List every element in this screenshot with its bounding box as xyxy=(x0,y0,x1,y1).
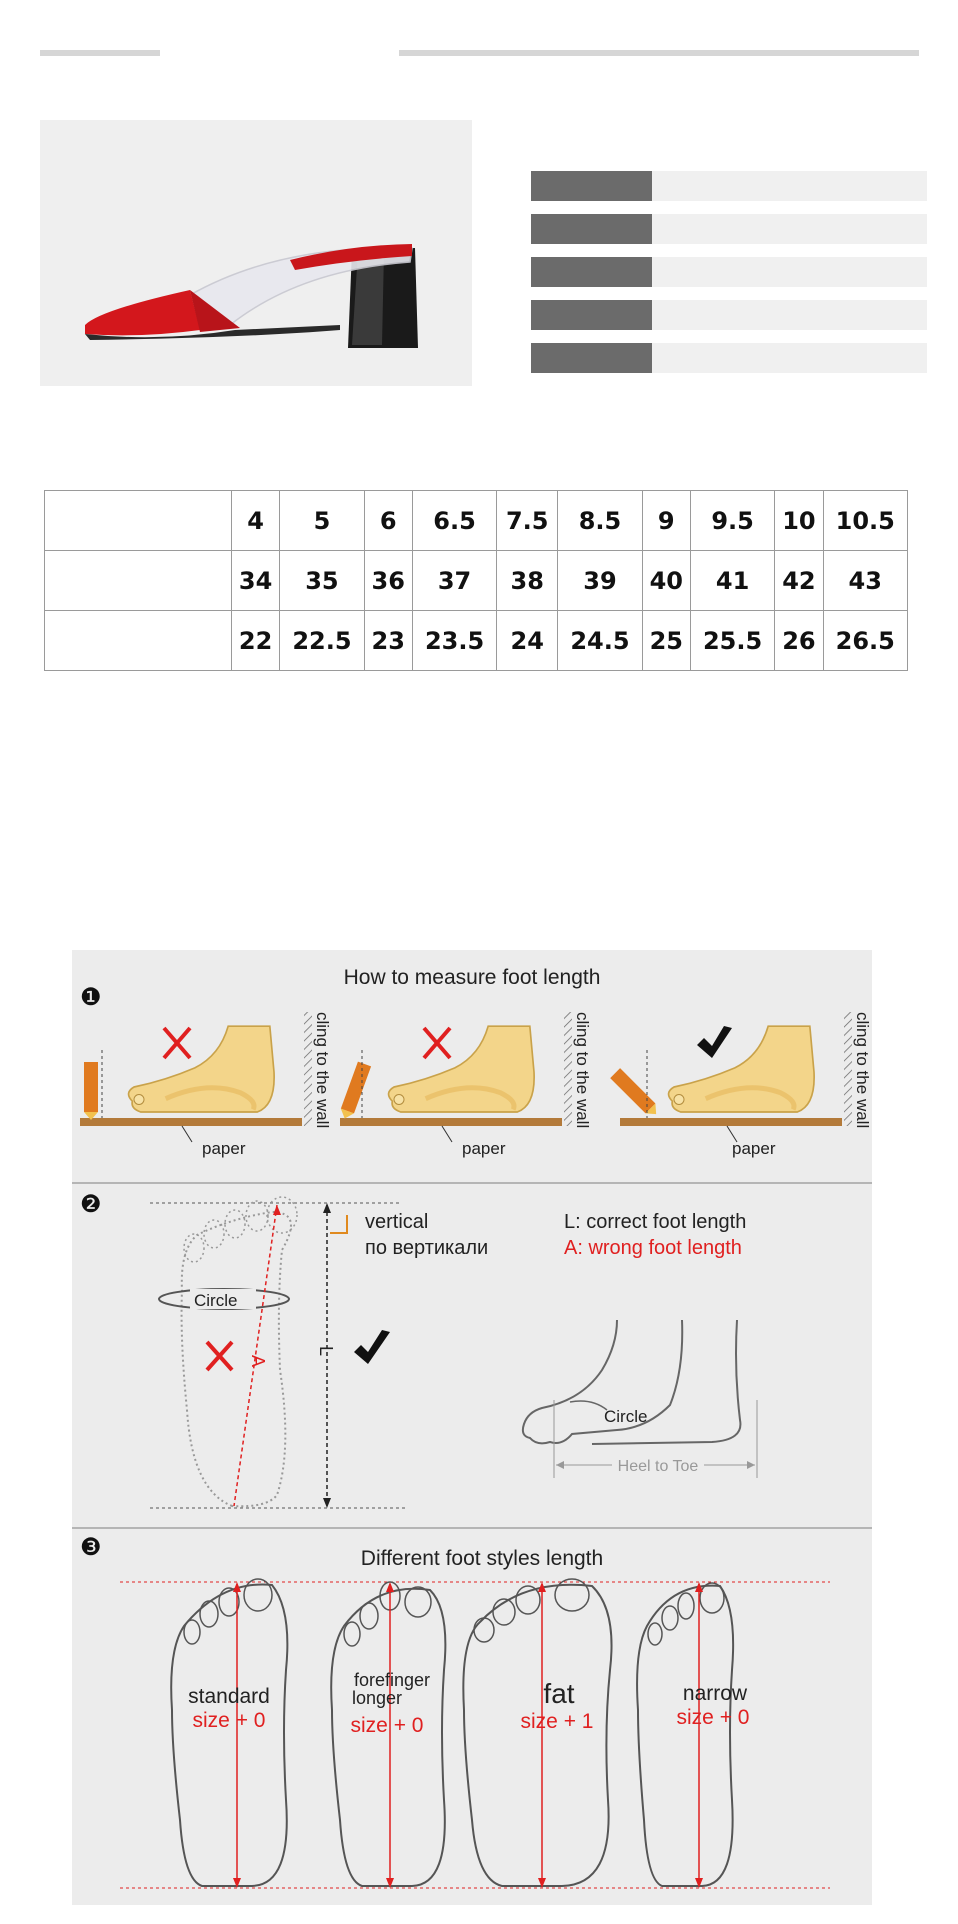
table-cell: 22.5 xyxy=(280,611,364,671)
pencil-icon xyxy=(338,1062,371,1121)
circle-label: Circle xyxy=(194,1291,238,1310)
foot-name: fat xyxy=(543,1678,575,1709)
wall-label: cling to the wall xyxy=(853,1012,872,1129)
table-cell: 4 xyxy=(232,491,280,551)
table-row xyxy=(45,611,908,671)
measure-panel-wrong-2 xyxy=(338,1012,592,1158)
table-row xyxy=(45,551,908,611)
table-cell: 10.5 xyxy=(823,491,908,551)
product-image xyxy=(40,120,472,386)
paper-label: paper xyxy=(462,1139,506,1158)
table-cell: 26.5 xyxy=(823,611,908,671)
table-cell: 24 xyxy=(497,611,558,671)
foot-side-outline xyxy=(523,1320,757,1478)
table-cell: 6 xyxy=(364,491,412,551)
spec-row xyxy=(531,214,927,244)
measure-guide-diagram xyxy=(72,950,872,1905)
foot-name: forefinger xyxy=(353,1670,431,1690)
table-cell: 26 xyxy=(775,611,823,671)
x-icon xyxy=(424,1028,450,1058)
table-cell: 41 xyxy=(690,551,774,611)
vertical-label-en: vertical xyxy=(365,1211,429,1233)
row-label xyxy=(45,551,232,611)
size-chart-table xyxy=(44,490,908,671)
side-circle-label: Circle xyxy=(604,1407,648,1426)
table-cell: 25.5 xyxy=(690,611,774,671)
foot-fat xyxy=(463,1579,611,1888)
check-icon xyxy=(697,1026,732,1058)
table-cell: 39 xyxy=(558,551,642,611)
pencil-icon xyxy=(84,1062,98,1112)
x-icon xyxy=(164,1028,190,1058)
table-cell: 6.5 xyxy=(412,491,496,551)
spec-row xyxy=(531,171,927,201)
pencil-icon xyxy=(610,1068,661,1119)
table-cell: 36 xyxy=(364,551,412,611)
step1-number: ❶ xyxy=(80,984,102,1011)
table-cell: 43 xyxy=(823,551,908,611)
paper-label: paper xyxy=(202,1139,246,1158)
table-cell: 40 xyxy=(642,551,690,611)
table-row xyxy=(45,491,908,551)
header-bar-left xyxy=(40,50,160,56)
table-cell: 34 xyxy=(232,551,280,611)
table-cell: 25 xyxy=(642,611,690,671)
l-label: L xyxy=(316,1346,336,1357)
row-label xyxy=(45,611,232,671)
foot-standard xyxy=(171,1579,287,1888)
spec-key xyxy=(531,257,652,287)
spec-key xyxy=(531,214,652,244)
measure-guide xyxy=(72,950,872,1905)
foot-name: standard xyxy=(188,1685,270,1708)
foot-forefinger-longer xyxy=(331,1582,445,1888)
table-cell: 23.5 xyxy=(412,611,496,671)
row-label xyxy=(45,491,232,551)
a-label: A xyxy=(248,1355,268,1368)
paper-label: paper xyxy=(732,1139,776,1158)
x-icon xyxy=(207,1342,232,1370)
measure-panel-wrong-1 xyxy=(80,1012,332,1158)
table-cell: 38 xyxy=(497,551,558,611)
header-bar-right xyxy=(399,50,919,56)
table-cell: 8.5 xyxy=(558,491,642,551)
foot-name: narrow xyxy=(682,1682,748,1705)
table-cell: 5 xyxy=(280,491,364,551)
spec-key xyxy=(531,343,652,373)
wall-label: cling to the wall xyxy=(573,1012,592,1129)
table-cell: 35 xyxy=(280,551,364,611)
spec-row xyxy=(531,300,927,330)
table-cell: 24.5 xyxy=(558,611,642,671)
step1-title: How to measure foot length xyxy=(343,966,601,989)
correct-length-label: L: correct foot length xyxy=(564,1211,747,1233)
measure-panel-correct xyxy=(610,1012,872,1158)
step3-number: ❸ xyxy=(80,1534,102,1561)
table-cell: 22 xyxy=(232,611,280,671)
table-cell: 23 xyxy=(364,611,412,671)
spec-row xyxy=(531,343,927,373)
foot-size: size + 0 xyxy=(350,1714,424,1737)
foot-name-line2: longer xyxy=(351,1688,403,1708)
table-cell: 37 xyxy=(412,551,496,611)
foot-narrow xyxy=(637,1582,749,1888)
spec-key xyxy=(531,300,652,330)
table-cell: 10 xyxy=(775,491,823,551)
heel-to-toe-label: Heel to Toe xyxy=(617,1458,699,1475)
wall-label: cling to the wall xyxy=(313,1012,332,1129)
table-cell: 9.5 xyxy=(690,491,774,551)
check-icon xyxy=(354,1330,390,1364)
spec-row xyxy=(531,257,927,287)
spec-key xyxy=(531,171,652,201)
step3-title: Different foot styles length xyxy=(360,1547,604,1570)
vertical-label-ru: по вертикали xyxy=(365,1237,489,1259)
table-cell: 7.5 xyxy=(497,491,558,551)
step2-number: ❷ xyxy=(80,1191,102,1218)
foot-size: size + 0 xyxy=(676,1706,750,1729)
right-angle-icon xyxy=(330,1215,347,1233)
table-cell: 42 xyxy=(775,551,823,611)
wrong-length-label: A: wrong foot length xyxy=(564,1237,742,1259)
foot-size: size + 0 xyxy=(192,1709,266,1732)
foot-size: size + 1 xyxy=(520,1710,594,1733)
table-cell: 9 xyxy=(642,491,690,551)
shoe-illustration xyxy=(40,120,472,386)
